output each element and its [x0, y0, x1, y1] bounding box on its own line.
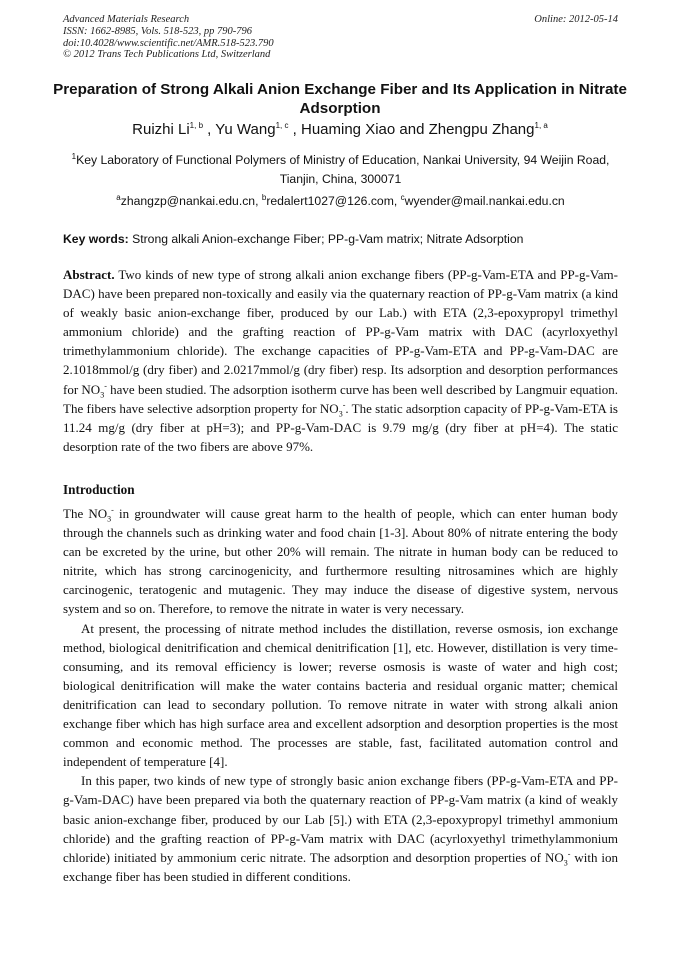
author-name: Yu Wang	[215, 121, 276, 138]
paragraph-text: with ion exchange fiber has been studied in different conditions.	[63, 849, 618, 884]
section-heading-introduction: Introduction	[63, 482, 135, 497]
author-list	[40, 121, 640, 139]
copyright-line: © 2012 Trans Tech Publications Ltd, Switzerland	[63, 49, 271, 61]
keywords-label: Key words:	[63, 232, 129, 246]
author-name: Ruizhi Li	[132, 121, 190, 138]
email-mark: a	[116, 192, 121, 202]
keywords	[63, 232, 618, 247]
abstract-label: Abstract.	[63, 267, 115, 282]
affiliation-line-2: Tianjin, China, 300071	[279, 172, 402, 186]
journal-header	[63, 14, 618, 61]
email-link[interactable]: zhangzp@nankai.edu.cn,	[120, 194, 262, 208]
author-affiliation-mark: 1, b	[189, 121, 204, 130]
paragraph-text: in groundwater will cause great harm to the health of people, which can enter human body through the channels such as drinking water and food chain [1-3]. About 80% of nitrate entering the body can be excreted by the urine, but other 20% will remain. The nitrate in human body can be reduced to nitrite, which has strong carcinogenicity, and furthermore resulting nitrosamines which are highly carcinogenic, teratogenic and mutagenic. They may induce the disease of digestive system, nervous system and so on. Therefore, to remove the nitrate in water is very necessary.	[63, 506, 618, 617]
abstract-text: . The static adsorption capacity of PP-g-Vam-ETA is 11.24 mg/g (dry fiber at pH=3); and PP-g-Vam-DAC is 9.79 mg/g (dry fiber at pH=4). The static desorption rate of the two fibers are above 97%.	[63, 400, 618, 454]
keywords-text: Strong alkali Anion-exchange Fiber; PP-g-Vam matrix; Nitrate Adsorption	[128, 232, 524, 246]
author-emails	[63, 194, 618, 209]
paper-title: Preparation of Strong Alkali Anion Exchange Fiber and Its Application in Nitrate Adsorption	[53, 81, 627, 117]
email-link[interactable]: wyender@mail.nankai.edu.cn	[404, 194, 565, 208]
author-separator: ,	[203, 121, 216, 138]
author-affiliation-mark: 1, a	[534, 121, 548, 130]
author-separator: ,	[288, 121, 301, 138]
doi-line: doi:10.4028/www.scientific.net/AMR.518-523.790	[63, 37, 274, 49]
superscript: -	[104, 381, 107, 391]
affiliation-mark: 1	[71, 151, 77, 161]
paragraph-text: In this paper, two kinds of new type of strongly basic anion exchange fibers (PP-g-Vam-ETA and PP-g-Vam-DAC) have been prepared via both the quaternary reaction of PP-g-Vam matrix (a kind of weakly basic anion-exchange fiber, produced by our Lab [5].) with ETA (2,3-epoxypropyl trimethyl ammonium chloride) and the grafting reaction of PP-g-Vam matrix with DAC (acyrloxyethyl trimethylammonium chloride) initiated by ammonium ceric nitrate. The adsorption and desorption properties of NO	[63, 773, 618, 865]
subscript: 3	[107, 514, 112, 524]
author-name: Huaming Xiao and Zhengpu Zhang	[301, 121, 535, 138]
issn-line: ISSN: 1662-8985, Vols. 518-523, pp 790-796	[63, 25, 252, 37]
author-affiliation-mark: 1, c	[275, 121, 289, 130]
paragraph: At present, the processing of nitrate method includes the distillation, reverse osmosis, ion exchange method, biological denitrification and chemical denitrification [1], etc. However, distillation is very time-consuming, and its removal efficiency is lower; reverse osmosis is waste of water and high cost; biological denitrification will make the water contains bacteria and residual organic matter; chemical denitrification can lead to secondary pollution. To remove nitrate in water with strong alkali anion exchange fiber which has high surface area and excellent adsorption and desorption properties is the most common and economic method. The processes are stable, fast, facilitated automation control and independent of temperature [4].	[63, 620, 618, 770]
email-mark: b	[261, 192, 267, 202]
email-link[interactable]: redalert1027@126.com,	[266, 194, 401, 208]
affiliation-line-1: Key Laboratory of Functional Polymers of Ministry of Education, Nankai University, 94 Weijin Road,	[76, 153, 610, 167]
abstract	[63, 265, 618, 456]
paragraph-text: The NO	[63, 506, 108, 521]
subscript: 3	[338, 409, 343, 419]
abstract-text: Two kinds of new type of strong alkali anion exchange fibers (PP-g-Vam-ETA and PP-g-Vam-DAC) have been prepared non-toxically and easily via the quaternary reaction of PP-g-Vam matrix (a kind of weakly basic anion-exchange fiber, produced by our Lab.) with ETA (2,3-epoxypropyl trimethyl ammonium chloride) and the grafting reaction of PP-g-Vam matrix with DAC (acyrloxyethyl trimethylammonium chloride). The exchange capacities of PP-g-Vam-ETA and PP-g-Vam-DAC are 2.1018mmol/g (dry fiber) and 2.0217mmol/g (dry fiber) resp. Its adsorption and desorption performances for NO	[63, 267, 618, 397]
introduction-body	[63, 504, 618, 886]
superscript: -	[342, 400, 346, 410]
online-date: Online: 2012-05-14	[534, 14, 618, 25]
superscript: -	[567, 849, 571, 859]
subscript: 3	[100, 390, 105, 400]
superscript: -	[111, 505, 114, 515]
paragraph	[63, 771, 618, 886]
subscript: 3	[563, 858, 568, 868]
paragraph	[63, 504, 618, 619]
abstract-text: have been studied. The adsorption isotherm curve has been well described by Langmuir equation. The fibers have selective adsorption property for NO	[63, 381, 618, 416]
journal-name: Advanced Materials Research	[63, 14, 190, 25]
affiliation	[63, 151, 618, 189]
email-mark: c	[400, 192, 405, 202]
